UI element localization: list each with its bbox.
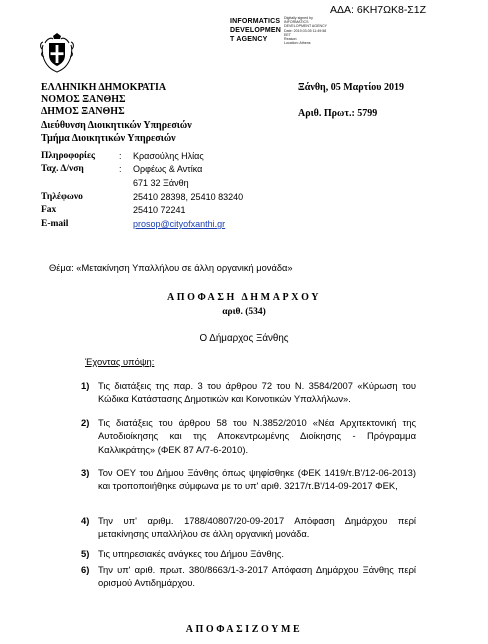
address-line1: Ορφέως & Αντίκα <box>133 164 203 174</box>
signature-meta-line: Reason: <box>284 37 298 42</box>
phone-label: Τηλέφωνο <box>41 192 83 202</box>
signature-details <box>284 16 327 45</box>
info-colon: : <box>119 151 122 161</box>
address-label: Ταχ. Δ/νση <box>41 164 84 174</box>
mayor-line: Ο Δήμαρχος Ξάνθης <box>199 333 289 344</box>
item-text: Τις υπηρεσιακές ανάγκες του Δήμου Ξάνθης. <box>98 548 284 559</box>
signature-organization <box>230 17 281 44</box>
email-label: E-mail <box>41 219 69 229</box>
fax-label: Fax <box>41 205 57 215</box>
item-text: Τον ΟΕΥ του Δήμου Ξάνθης όπως ψηφίσθηκε (ΦΕΚ 1419/τ.Β'/12-06-2013) και τροποποιήθηκε σύμφωνα με το υπ' αριθ. 3217/τ.Β'/14-09-2017 ΦΕΚ, <box>98 467 416 492</box>
item-text: Τις διατάξεις του άρθρου 58 του Ν.3852/2010 «Νέα Αρχιτεκτονική της Αυτοδιοίκησης και της Αποκεντρωμένης Διοίκησης - Πρόγραμμα Καλλικράτης» (ΦΕΚ 87 Α/7-6-2010). <box>98 417 416 455</box>
greek-emblem-icon <box>39 33 75 73</box>
subject-line: Θέμα: «Μετακίνηση Υπαλλήλου σε άλλη οργανική μονάδα» <box>49 263 293 273</box>
item-number: 2) <box>81 417 90 428</box>
signature-org-line: INFORMATICS <box>230 18 281 25</box>
protocol-number: Αριθ. Πρωτ.: 5799 <box>298 108 378 119</box>
item-text: Τις διατάξεις της παρ. 3 του άρθρου 72 του Ν. 3584/2007 «Κύρωση του Κώδικα Κατάστασης Δημοτικών και Κοινοτικών Υπαλλήλων». <box>98 380 416 405</box>
ada-code: ΑΔΑ: 6ΚΗ7ΩΚ8-Σ1Ζ <box>330 4 427 16</box>
item-number: 5) <box>81 548 90 559</box>
signature-meta-line: DEVELOPMENT AGENCY <box>284 24 328 29</box>
list-item <box>81 547 416 560</box>
item-text: Την υπ' αριθμ. 1788/40807/20-09-2017 Απόφαση Δημάρχου περί μετακίνησης υπαλλήλου σε άλλη οργανική μονάδα. <box>98 515 416 540</box>
fax-value: 25410 72241 <box>133 205 186 215</box>
address-colon: : <box>119 164 122 174</box>
directorate-name: Διεύθυνση Διοικητικών Υπηρεσιών <box>41 120 192 131</box>
considering-heading: Έχοντας υπόψη: <box>85 356 155 367</box>
decide-heading: ΑΠΟΦΑΣΙΖΟΥΜΕ <box>185 624 303 635</box>
list-item <box>81 416 416 456</box>
item-number: 4) <box>81 515 90 526</box>
list-item <box>81 563 416 590</box>
list-item <box>81 466 416 493</box>
address-line2: 671 32 Ξάνθη <box>133 178 189 188</box>
info-value: Κρασούλης Ηλίας <box>133 151 204 161</box>
list-item <box>81 514 416 541</box>
info-label: Πληροφορίες <box>41 151 96 161</box>
signature-org-line: T AGENCY <box>230 36 268 43</box>
email-link[interactable]: prosop@cityofxanthi.gr <box>133 219 226 229</box>
signature-meta-line: Digitally signed by <box>284 16 313 20</box>
decision-number: αριθ. (534) <box>222 307 266 317</box>
signature-meta-line: INFORMATICS <box>284 20 309 25</box>
decision-title: ΑΠΟΦΑΣΗ ΔΗΜΑΡΧΟΥ <box>166 292 322 303</box>
place-date: Ξάνθη, 05 Μαρτίου 2019 <box>298 82 404 93</box>
phone-value: 25410 28398, 25410 83240 <box>133 192 244 202</box>
list-item <box>81 379 416 406</box>
item-number: 1) <box>81 380 90 391</box>
item-text: Την υπ' αριθ. πρωτ. 380/8663/1-3-2017 Απόφαση Δημάρχου Ξάνθης περί ορισμού Αντιδημάρχου. <box>98 564 416 589</box>
signature-org-line: DEVELOPMEN <box>230 27 282 34</box>
department-name: Τμήμα Διοικητικών Υπηρεσιών <box>41 133 176 144</box>
municipality-name: ΔΗΜΟΣ ΞΑΝΘΗΣ <box>41 106 125 117</box>
item-number: 6) <box>81 564 90 575</box>
signature-meta-line: Date: 2019.03.05 11:49:58 <box>284 28 327 33</box>
prefecture-name: ΝΟΜΟΣ ΞΑΝΘΗΣ <box>41 94 126 105</box>
signature-meta-line: EET <box>284 32 291 37</box>
item-number: 3) <box>81 467 90 478</box>
signature-meta-line: Location: Athens <box>284 41 311 46</box>
country-name: ΕΛΛΗΝΙΚΗ ΔΗΜΟΚΡΑΤΙΑ <box>41 82 167 93</box>
